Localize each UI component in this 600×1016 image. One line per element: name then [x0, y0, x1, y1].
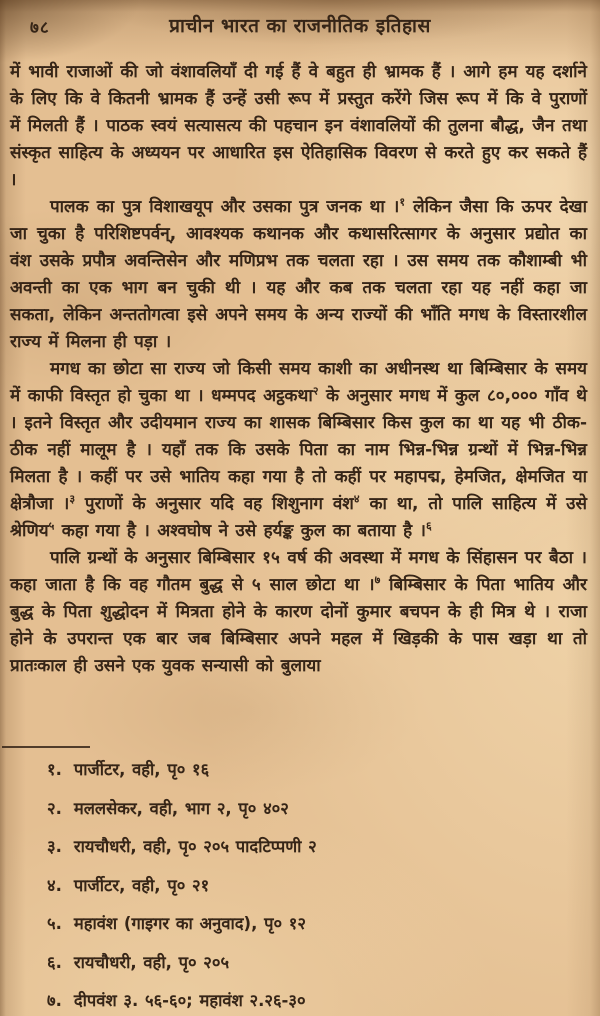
footnote-item	[0, 873, 600, 912]
footnotes	[0, 757, 600, 1016]
footnote-text: पार्जीटर, वही, पृ० १६	[73, 760, 210, 779]
paragraph: पालि ग्रन्थों के अनुसार बिम्बिसार १५ वर्ष की अवस्था में मगध के सिंहासन पर बैठा । कहा जाता है कि वह गौतम बुद्ध से ५ साल छोटा था ।$^७$ बिम्बिसार के पिता भातिय और बुद्ध के पिता शुद्धोदन में मित्रता होने के कारण दोनों कुमार बचपन के ही मित्र थे । राजा होने के उपरान्त एक बार जब बिम्बिसार अपने महल में खिड़की के पास खड़ा था तो प्रातःकाल ही उसने एक युवक सन्यासी को बुलाया	[10, 548, 587, 676]
footnote-text: मललसेकर, वही, भाग २, पृ० ४०२	[73, 798, 289, 818]
footnote-ref: ४	[353, 492, 360, 506]
footnote-item	[0, 988, 600, 1016]
page-title: प्राचीन भारत का राजनीतिक इतिहास	[169, 15, 431, 37]
footnote-text: पार्जीटर, वही, पृ० २१	[73, 875, 210, 895]
paragraph: पालक का पुत्र विशाखयूप और उसका पुत्र जनक था ।$^१$ लेकिन जैसा कि ऊपर देखा जा चुका है परिशिष्टपर्वन्, आवश्यक कथानक और कथासरित्सागर के अनुसार प्रद्योत का वंश उसके प्रपौत्र अवन्तिसेन और मणिप्रभ तक चलता रहा । उस समय तक कौशाम्बी भी अवन्ती का एक भाग बन चुकी थी । यह और कब तक चलता रहा यह नहीं कहा जा सकता, लेकिन अन्ततोगत्वा इसे अपने समय के अन्य राज्यों की भाँति मगध के विस्तारशील राज्य में मिलना ही पड़ा ।	[10, 195, 587, 352]
footnote-ref: ३	[69, 492, 76, 506]
paragraph: में भावी राजाओं की जो वंशावलियाँ दी गई हैं वे बहुत ही भ्रामक हैं । आगे हम यह दर्शाने के लिए कि वे कितनी भ्रामक हैं उन्हें उसी रूप में प्रस्तुत करेंगे जिस रूप में कि वे पुराणों में मिलती हैं । पाठक स्वयं सत्यासत्य की पहचान इन वंशावलियों की तुलना बौद्ध, जैन तथा संस्कृत साहित्य के अध्ययन पर आधारित इस ऐतिहासिक विवरण से करते हुए कर सकते हैं ।	[10, 62, 587, 190]
footnote-text: महावंश (गाइगर का अनुवाद), पृ० १२	[73, 914, 306, 933]
footnote-number: २.	[47, 798, 62, 818]
footnote-ref: २	[312, 384, 319, 398]
footnote-number: १.	[47, 760, 62, 779]
footnote-number: ३.	[47, 837, 62, 856]
footnote-number: ६.	[47, 952, 62, 972]
footnote-ref: १	[399, 195, 406, 209]
footnote-number: ४.	[47, 875, 62, 895]
footnote-item	[0, 911, 600, 950]
footnote-number: ५.	[47, 914, 62, 933]
footnote-item	[0, 757, 600, 796]
body-text	[10, 59, 587, 680]
footnote-ref: ६	[425, 519, 432, 533]
page-number: ७८	[30, 18, 50, 38]
footnote-number: ७.	[47, 991, 62, 1010]
footnote-ref: ७	[374, 573, 381, 587]
footnote-ref: ५	[48, 519, 55, 533]
footnote-item	[0, 950, 600, 989]
footnote-text: रायचौधरी, वही, पृ० २०५	[73, 952, 230, 972]
footnote-text: रायचौधरी, वही, पृ० २०५ पादटिप्पणी २	[73, 837, 317, 856]
paragraph: मगध का छोटा सा राज्य जो किसी समय काशी का अधीनस्थ था बिम्बिसार के समय में काफी विस्तृत हो चुका था । धम्मपद अट्ठकथा$^२$ के अनुसार मगध में कुल ८०,००० गाँव थे । इतने विस्तृत और उदीयमान राज्य का शासक बिम्बिसार किस कुल का था यह भी ठीक-ठीक नहीं मालूम है । यहाँ तक कि उसके पिता का नाम भिन्न-भिन्न ग्रन्थों में भिन्न-भिन्न मिलता है । कहीं पर उसे भातिय कहा गया है तो कहीं पर महापद्म, हेमजित, क्षेमजित या क्षेत्रौजा ।$^३$ पुराणों के अनुसार यदि वह शिशुनाग वंश$^४$ का था, तो पालि साहित्य में उसे श्रेणिय$^५$ कहा गया है । अश्वघोष ने उसे हर्यङ्क कुल का बताया है ।$^६$	[10, 359, 587, 541]
footnote-divider	[2, 746, 90, 748]
footnote-item	[0, 796, 600, 835]
page-header	[0, 12, 600, 46]
footnote-item	[0, 834, 600, 873]
footnote-text: दीपवंश ३. ५६-६०; महावंश २.२६-३०	[73, 991, 306, 1010]
